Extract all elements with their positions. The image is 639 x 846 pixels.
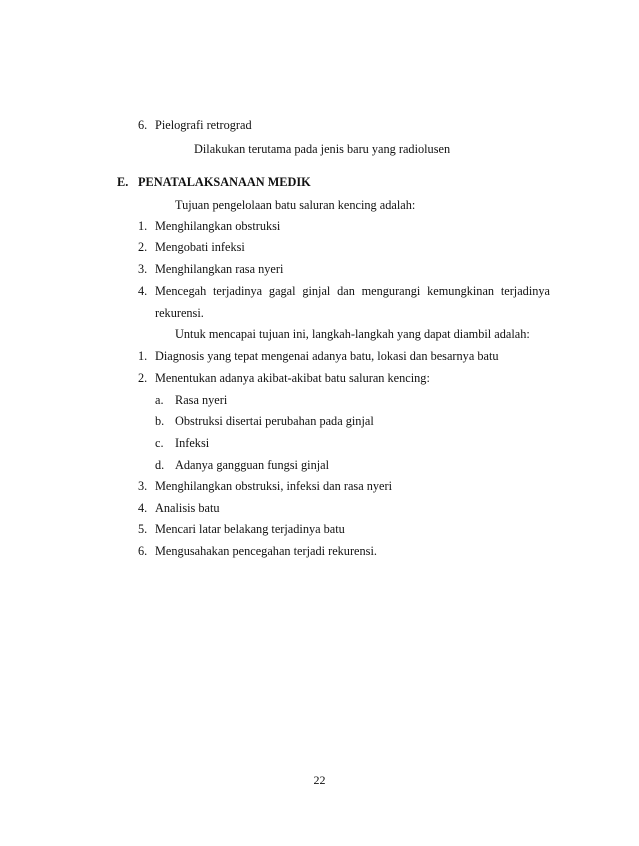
goal-number: 4. xyxy=(138,284,148,298)
sub-step-text: Infeksi xyxy=(175,436,210,450)
sub-step-text: Rasa nyeri xyxy=(175,393,228,407)
step-number: 4. xyxy=(138,501,148,515)
step-text: Mengusahakan pencegahan terjadi rekurensi. xyxy=(155,544,377,558)
step-text: Analisis batu xyxy=(155,501,220,515)
step-number: 2. xyxy=(138,371,148,385)
goal-text: Menghilangkan obstruksi xyxy=(155,219,281,233)
goal-text: Mencegah terjadinya gagal ginjal dan mengurangi kemungkinan terjadinya xyxy=(155,284,550,298)
sub-step-letter: c. xyxy=(155,436,164,450)
page-number: 22 xyxy=(313,773,326,787)
goal-number: 2. xyxy=(138,240,148,254)
list-item-description xyxy=(194,142,450,157)
step-number: 6. xyxy=(138,544,148,558)
step-text: Menghilangkan obstruksi, infeksi dan rasa nyeri xyxy=(155,479,393,493)
goals-intro xyxy=(175,198,415,213)
step-number: 1. xyxy=(138,349,148,363)
step-text: Diagnosis yang tepat mengenai adanya batu, lokasi dan besarnya batu xyxy=(155,349,499,363)
section-letter: E. xyxy=(117,175,129,189)
sub-step-text: Adanya gangguan fungsi ginjal xyxy=(175,458,330,472)
step-number: 5. xyxy=(138,522,148,536)
goal-number: 1. xyxy=(138,219,148,233)
steps-intro xyxy=(175,327,530,342)
sub-step-letter: b. xyxy=(155,414,165,428)
step-text: Mencari latar belakang terjadinya batu xyxy=(155,522,345,536)
goal-text: Menghilangkan rasa nyeri xyxy=(155,262,284,276)
goal-number: 3. xyxy=(138,262,148,276)
step-number: 3. xyxy=(138,479,148,493)
list-text: Pielografi retrograd xyxy=(155,118,252,132)
sub-step-letter: d. xyxy=(155,458,165,472)
goal-item-continuation xyxy=(155,306,204,321)
goal-text: Mengobati infeksi xyxy=(155,240,245,254)
steps-intro-text: Untuk mencapai tujuan ini, langkah-langkah yang dapat diambil adalah: xyxy=(175,327,530,341)
sub-step-letter: a. xyxy=(155,393,164,407)
section-title: PENATALAKSANAAN MEDIK xyxy=(138,175,311,189)
intro-text: Tujuan pengelolaan batu saluran kencing adalah: xyxy=(175,198,416,212)
goal-text-cont: rekurensi. xyxy=(155,306,204,320)
step-text: Menentukan adanya akibat-akibat batu saluran kencing: xyxy=(155,371,430,385)
list-number: 6. xyxy=(138,118,148,132)
description-text: Dilakukan terutama pada jenis baru yang radiolusen xyxy=(194,142,451,156)
sub-step-text: Obstruksi disertai perubahan pada ginjal xyxy=(175,414,374,428)
